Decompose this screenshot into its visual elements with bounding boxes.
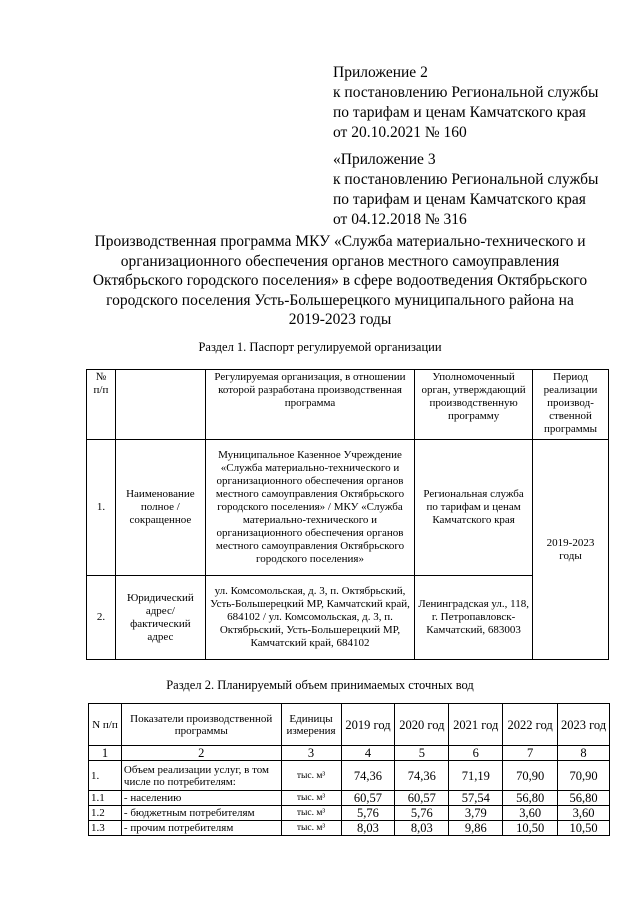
header-indicator: Показатели производственной программы [121, 704, 281, 746]
appendix-line: к постановлению Региональной службы [333, 84, 599, 101]
header-unit: Единицы измерения [281, 704, 341, 746]
header-num: № п/п [87, 370, 116, 440]
row-authority: Региональная служба по тарифам и ценам Камчатского края [415, 440, 533, 576]
section-2-heading: Раздел 2. Планируемый объем принимаемых сточных вод [166, 678, 474, 692]
row-num: 1.2 [89, 806, 122, 821]
appendix-line: «Приложение 3 [333, 151, 436, 168]
header-num: N п/п [89, 704, 122, 746]
appendix-2-block [333, 63, 598, 143]
column-number: 2 [121, 746, 281, 761]
column-number: 5 [395, 746, 449, 761]
row-indicator: - бюджетным потребителям [121, 806, 281, 821]
column-number: 3 [281, 746, 341, 761]
row-value: 60,57 [395, 791, 449, 806]
row-org: Муниципальное Казенное Учреждение «Служба материально-технического и организационного обеспечения органов местного самоуправления Октябрьского городского поселения» / МКУ «Служба материально-технического и организационного обеспечения органов местного самоуправления Октябрьского городского поселения» [205, 440, 414, 576]
column-number: 6 [449, 746, 503, 761]
row-num: 1. [87, 440, 116, 576]
appendix-line: по тарифам и ценам Камчатского края [333, 104, 586, 121]
organization-passport-table [86, 369, 609, 660]
column-number: 1 [89, 746, 122, 761]
table-row [89, 806, 610, 821]
row-indicator: - прочим потребителям [121, 821, 281, 836]
row-value: 56,80 [558, 791, 610, 806]
row-value: 3,60 [503, 806, 558, 821]
header-year: 2021 год [449, 704, 503, 746]
row-unit: тыс. м³ [281, 791, 341, 806]
period-cell: 2019-2023 годы [533, 440, 609, 660]
row-value: 8,03 [341, 821, 395, 836]
row-value: 5,76 [395, 806, 449, 821]
row-label: Юридический адрес/фактический адрес [115, 576, 205, 660]
appendix-line: от 20.10.2021 № 160 [333, 124, 467, 141]
appendix-3-block [333, 150, 598, 230]
appendix-line: Приложение 2 [333, 64, 428, 81]
row-indicator: Объем реализации услуг, в том числе по потребителям: [121, 761, 281, 791]
column-number-row [89, 746, 610, 761]
table-row [89, 791, 610, 806]
table-row [87, 440, 609, 576]
row-authority: Ленинградская ул., 118, г. Петропавловск-Камчатский, 683003 [415, 576, 533, 660]
row-value: 56,80 [503, 791, 558, 806]
row-unit: тыс. м³ [281, 761, 341, 791]
row-value: 3,60 [558, 806, 610, 821]
row-indicator: - населению [121, 791, 281, 806]
column-number: 7 [503, 746, 558, 761]
row-num: 2. [87, 576, 116, 660]
row-num: 1.3 [89, 821, 122, 836]
row-unit: тыс. м³ [281, 821, 341, 836]
row-value: 3,79 [449, 806, 503, 821]
table-row [89, 821, 610, 836]
appendix-line: по тарифам и ценам Камчатского края [333, 191, 586, 208]
row-value: 5,76 [341, 806, 395, 821]
row-value: 70,90 [558, 761, 610, 791]
row-value: 9,86 [449, 821, 503, 836]
row-num: 1. [89, 761, 122, 791]
wastewater-volume-table [88, 703, 610, 836]
document-title: Производственная программа МКУ «Служба материально-технического и организационного обеспечения органов местного самоуправления Октябрьского городского поселения» в сфере водоотведения Октябрьского городского поселения Усть-Большерецкого муниципального района на 2019-2023 годы [92, 233, 588, 328]
header-year: 2023 год [558, 704, 610, 746]
header-authority: Уполномоченный орган, утверждающий производственную программу [415, 370, 533, 440]
appendix-line: к постановлению Региональной службы [333, 171, 599, 188]
column-number: 4 [341, 746, 395, 761]
row-value: 8,03 [395, 821, 449, 836]
table-row [87, 576, 609, 660]
row-value: 74,36 [341, 761, 395, 791]
column-number: 8 [558, 746, 610, 761]
table-header-row [87, 370, 609, 440]
header-year: 2019 год [341, 704, 395, 746]
row-value: 74,36 [395, 761, 449, 791]
row-value: 57,54 [449, 791, 503, 806]
row-unit: тыс. м³ [281, 806, 341, 821]
header-year: 2022 год [503, 704, 558, 746]
appendix-line: от 04.12.2018 № 316 [333, 211, 467, 228]
row-org: ул. Комсомольская, д. 3, п. Октябрьский, Усть-Большерецкий МР, Камчатский край, 684102 / ул. Комсомольская, д. 3, п. Октябрьский, Усть-Большерецкий МР, Камчатский край, 684102 [205, 576, 414, 660]
table-row [89, 761, 610, 791]
row-label: Наименование полное / сокращенное [115, 440, 205, 576]
header-year: 2020 год [395, 704, 449, 746]
row-num: 1.1 [89, 791, 122, 806]
row-value: 10,50 [558, 821, 610, 836]
section-1-heading: Раздел 1. Паспорт регулируемой организации [198, 340, 442, 354]
row-value: 60,57 [341, 791, 395, 806]
header-empty [115, 370, 205, 440]
table-header-row [89, 704, 610, 746]
row-value: 10,50 [503, 821, 558, 836]
row-value: 71,19 [449, 761, 503, 791]
header-org: Регулируемая организация, в отношении которой разработана производственная программа [205, 370, 414, 440]
row-value: 70,90 [503, 761, 558, 791]
header-period: Период реализации производ-ственной программы [533, 370, 609, 440]
